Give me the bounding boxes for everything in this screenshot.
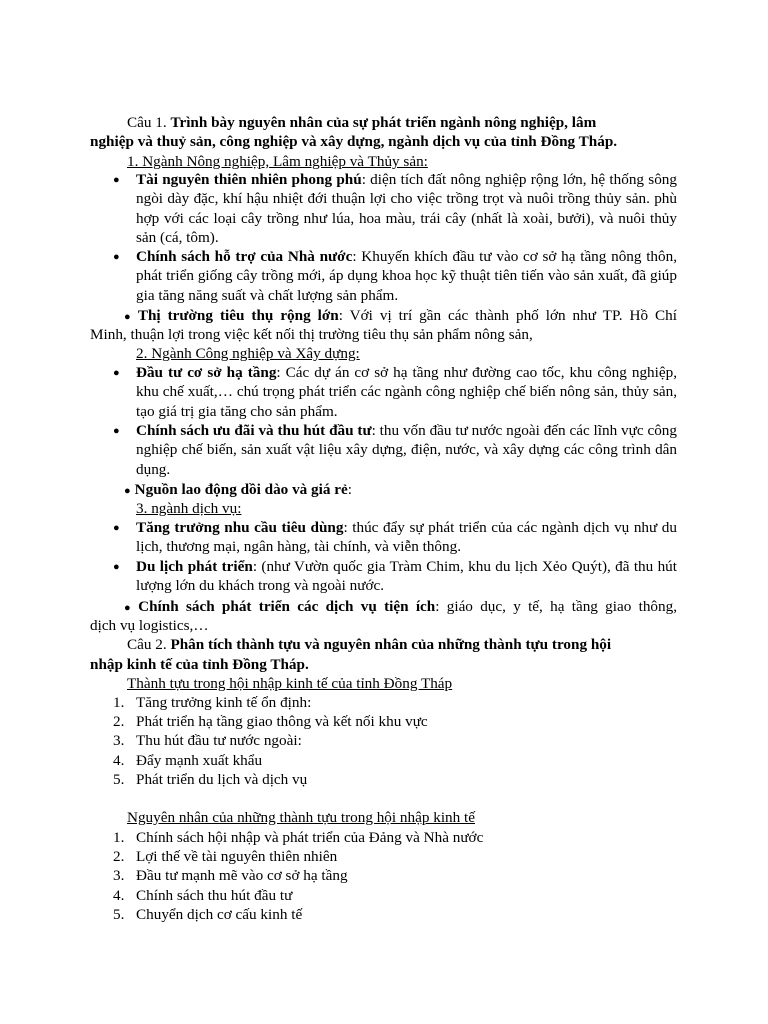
item-number: 1.: [113, 829, 125, 846]
sec2-heading: 2. Ngành Công nghiệp và Xây dựng:: [136, 345, 360, 362]
sec2-item-3: [124, 480, 352, 501]
q2-title-line2: nhập kinh tế của tỉnh Đồng Tháp.: [90, 656, 309, 673]
bullet-icon: ●: [113, 425, 120, 437]
item-text: :: [347, 481, 352, 498]
item-bold: Tăng trưởng nhu cầu tiêu dùng: [136, 519, 344, 536]
item-text: : thu vốn đầu tư nước ngoài đến các lĩnh vực công nghiệp chế biến, sản xuất vật liệu xây dựng, điện, nước, và xây dựng các công trình dân dụng.: [136, 422, 677, 478]
q2-title-text: Phân tích thành tựu và nguyên nhân của những thành tựu trong hội: [170, 636, 612, 653]
item-number: 5.: [113, 771, 125, 788]
q2-prefix: Câu 2.: [127, 636, 171, 653]
q1-title-text: Trình bày nguyên nhân của sự phát triển ngành nông nghiệp, lâm: [170, 114, 597, 131]
item-bold: Thị trường tiêu thụ rộng lớn: [137, 307, 339, 324]
item-text: Đẩy mạnh xuất khẩu: [136, 752, 263, 769]
q1-title-line1: [127, 113, 677, 132]
item-text: Chuyển dịch cơ cấu kinh tế: [136, 906, 303, 923]
bullet-icon: ●: [113, 251, 120, 263]
item-text: Lợi thế về tài nguyên thiên nhiên: [136, 848, 338, 865]
item-text: : Các dự án cơ sở hạ tầng như đường cao tốc, khu công nghiệp, khu chế xuất,… chú trọng phát triển các ngành công nghiệp chế biến nông sản, thủy sản, tạo giá trị gia tăng cho sản phẩm.: [136, 364, 678, 420]
item-number: 4.: [113, 752, 125, 769]
sec2-item-1: [136, 363, 677, 421]
item-text: Phát triển du lịch và dịch vụ: [136, 771, 308, 788]
item-text: : thúc đẩy sự phát triển của các ngành dịch vụ như du lịch, thương mại, ngân hàng, tài chính, và viễn thông.: [136, 519, 677, 556]
cause-item: [113, 905, 302, 924]
sec1-heading: 1. Ngành Nông nghiệp, Lâm nghiệp và Thủy sản:: [127, 153, 428, 170]
q1-prefix: Câu 1.: [127, 114, 171, 131]
sec3-item-3: [124, 597, 677, 618]
bullet-icon: ●: [113, 367, 120, 379]
item-text: : Khuyến khích đầu tư vào cơ sở hạ tầng nông thôn, phát triển giống cây trồng mới, áp dụng khoa học kỹ thuật tiên tiến vào sản xuất, đã giúp gia tăng năng suất và chất lượng sản phẩm.: [136, 248, 677, 304]
bullet-icon: ●: [113, 522, 120, 534]
item-bold: Du lịch phát triển: [136, 558, 253, 575]
sec1-item-3: [124, 306, 677, 327]
sec3-item-3-cont: dịch vụ logistics,…: [90, 617, 209, 634]
achievement-item: [113, 770, 307, 789]
item-number: 5.: [113, 906, 125, 923]
item-text: : (như Vườn quốc gia Tràm Chim, khu du lịch Xẻo Quýt), đã thu hút lượng lớn du khách trong và ngoài nước.: [136, 558, 677, 595]
item-number: 1.: [113, 694, 125, 711]
achievements-heading: Thành tựu trong hội nhập kinh tế của tỉnh Đồng Tháp: [127, 675, 453, 692]
item-bold: Chính sách hỗ trợ của Nhà nước: [136, 248, 353, 265]
achievement-item: [113, 731, 302, 750]
achievement-item: [113, 751, 262, 770]
item-text: Chính sách thu hút đầu tư: [136, 887, 293, 904]
sec1-item-1: [136, 170, 677, 248]
sec1-item-2: [136, 247, 677, 305]
achievement-item: [113, 693, 311, 712]
item-number: 3.: [113, 732, 125, 749]
item-bold: Chính sách ưu đãi và thu hút đầu tư: [136, 422, 372, 439]
item-text: : giáo dục, y tế, hạ tầng giao thông,: [435, 598, 678, 615]
sec2-item-2: [136, 421, 677, 479]
achievement-item: [113, 712, 428, 731]
item-bold: Đầu tư cơ sở hạ tầng: [136, 364, 277, 381]
causes-heading: Nguyên nhân của những thành tựu trong hội nhập kinh tế: [127, 809, 475, 826]
item-text: Phát triển hạ tầng giao thông và kết nối khu vực: [136, 713, 428, 730]
item-number: 2.: [113, 848, 125, 865]
item-number: 4.: [113, 887, 125, 904]
item-bold: Tài nguyên thiên nhiên phong phú: [136, 171, 362, 188]
item-text: Thu hút đầu tư nước ngoài:: [136, 732, 302, 749]
item-text: Đầu tư mạnh mẽ vào cơ sở hạ tầng: [136, 867, 348, 884]
item-bold: Nguồn lao động dồi dào và giá rẻ: [134, 481, 348, 498]
sec3-item-1: [136, 518, 677, 557]
bullet-icon: ●: [124, 311, 134, 323]
sec3-heading: 3. ngành dịch vụ:: [136, 500, 242, 517]
item-text: Chính sách hội nhập và phát triển của Đảng và Nhà nước: [136, 829, 484, 846]
bullet-icon: ●: [124, 602, 135, 614]
bullet-icon: ●: [113, 174, 120, 186]
item-text: : Với vị trí gần các thành phố lớn như TP. Hồ Chí: [338, 307, 677, 324]
item-number: 2.: [113, 713, 125, 730]
item-text: Tăng trưởng kinh tế ổn định:: [136, 694, 312, 711]
q1-title-line2: nghiệp và thuỷ sản, công nghiệp và xây dựng, ngành dịch vụ của tỉnh Đồng Tháp.: [90, 133, 618, 150]
item-bold: Chính sách phát triển các dịch vụ tiện ích: [138, 598, 436, 615]
bullet-icon: ●: [113, 561, 120, 573]
cause-item: [113, 866, 348, 885]
cause-item: [113, 847, 337, 866]
cause-item: [113, 828, 483, 847]
bullet-icon: ●: [124, 485, 131, 497]
sec1-item-3-cont: Minh, thuận lợi trong việc kết nối thị trường tiêu thụ sản phẩm nông sản,: [90, 326, 533, 343]
item-number: 3.: [113, 867, 125, 884]
q2-title-line1: [127, 635, 611, 654]
sec3-item-2: [136, 557, 677, 596]
item-text: : diện tích đất nông nghiệp rộng lớn, hệ thống sông ngòi dày đặc, khí hậu nhiệt đới thuận lợi cho việc trồng trọt và nuôi trồng thủy sản. phù hợp với các loại cây trồng như lúa, hoa màu, trái cây (nhất là xoài, bưởi), và nuôi thủy sản (cá, tôm).: [136, 171, 677, 247]
cause-item: [113, 886, 292, 905]
